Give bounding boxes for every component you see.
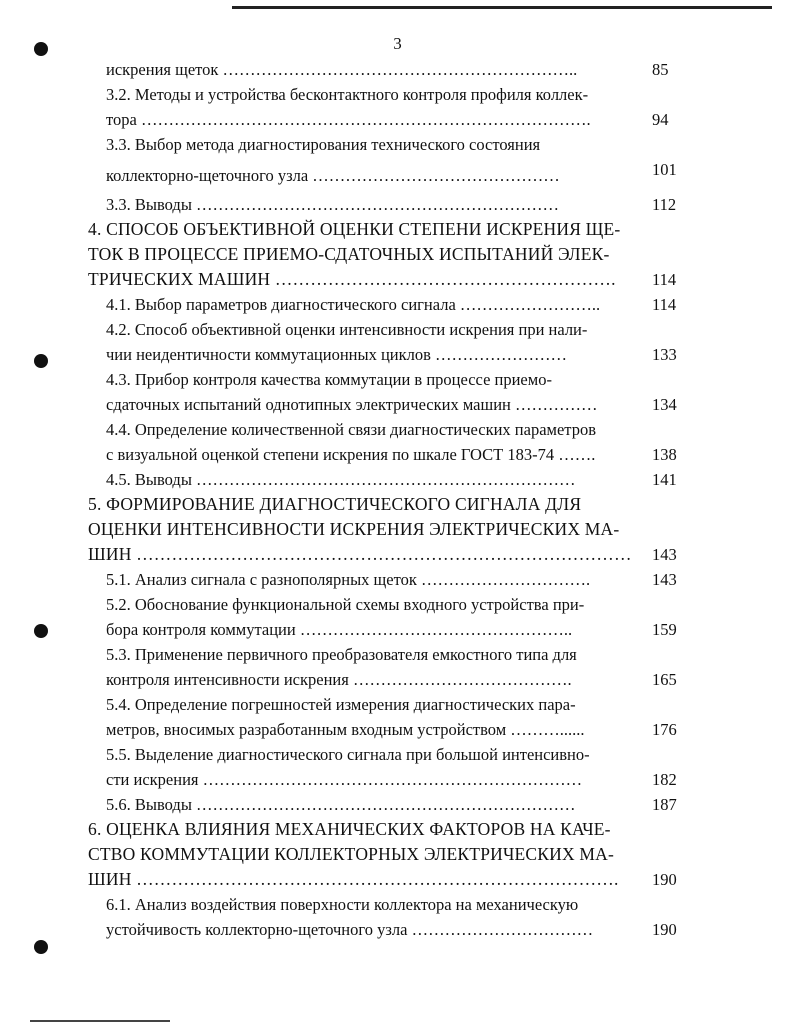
toc-page: 133 (652, 345, 677, 364)
toc-chapter-line: ОЦЕНКИ ИНТЕНСИВНОСТИ ИСКРЕНИЯ ЭЛЕКТРИЧЕСКИХ МА- (88, 519, 620, 539)
toc-line: 4.1. Выбор параметров диагностического сигнала …………………….. (106, 295, 601, 314)
toc-chapter-line: 6. ОЦЕНКА ВЛИЯНИЯ МЕХАНИЧЕСКИХ ФАКТОРОВ НА КАЧЕ- (88, 819, 611, 839)
toc-line: 4.3. Прибор контроля качества коммутации в процессе приемо- (106, 370, 552, 389)
toc-page: 182 (652, 770, 677, 789)
toc-page: 187 (652, 795, 677, 814)
toc-page: 143 (652, 545, 677, 564)
toc-line: 5.1. Анализ сигнала с разнополярных щеток …………………………. (106, 570, 591, 589)
toc-line: коллекторно-щеточного узла ……………………………………… (106, 166, 560, 185)
toc-line: 5.4. Определение погрешностей измерения диагностических пара- (106, 695, 576, 714)
toc-chapter-line: ШИН ………………………………………………………………………… (88, 544, 632, 564)
toc-line: с визуальной оценкой степени искрения по шкале ГОСТ 183-74 ……. (106, 445, 596, 464)
toc-line: 5.3. Применение первичного преобразователя емкостного типа для (106, 645, 577, 664)
toc-chapter-line: СТВО КОММУТАЦИИ КОЛЛЕКТОРНЫХ ЭЛЕКТРИЧЕСКИХ МА- (88, 844, 615, 864)
toc-line: 4.2. Способ объективной оценки интенсивности искрения при нали- (106, 320, 588, 339)
toc-line: 4.5. Выводы …………………………………………………………… (106, 470, 576, 489)
toc-chapter-line: ТРИЧЕСКИХ МАШИН …………………………………………………. (88, 269, 616, 289)
toc-page: 114 (652, 270, 677, 289)
page-number: 3 (393, 34, 402, 53)
toc-line: 5.2. Обоснование функциональной схемы входного устройства при- (106, 595, 585, 614)
toc-line: бора контроля коммутации ………………………………………….. (106, 620, 573, 639)
toc-line: искрения щеток ……………………………………………………….. (106, 60, 578, 79)
toc-page: 134 (652, 395, 677, 414)
toc-page: 190 (652, 920, 677, 939)
toc-line: тора ………………………………………………………………………. (106, 110, 591, 129)
binding-hole-mark (34, 940, 48, 954)
toc-page: 176 (652, 720, 677, 739)
toc-page: 190 (652, 870, 677, 889)
toc-page: 143 (652, 570, 677, 589)
toc-chapter-line: 4. СПОСОБ ОБЪЕКТИВНОЙ ОЦЕНКИ СТЕПЕНИ ИСКРЕНИЯ ЩЕ- (88, 219, 621, 239)
toc-page: 112 (652, 195, 677, 214)
toc-page: 165 (652, 670, 677, 689)
toc-line: 3.3. Выбор метода диагностирования технического состояния (106, 135, 541, 154)
toc-page: 85 (652, 60, 669, 79)
scan-edge-top (232, 6, 772, 9)
toc-chapter-line: 5. ФОРМИРОВАНИЕ ДИАГНОСТИЧЕСКОГО СИГНАЛА ДЛЯ (88, 494, 582, 514)
toc-line: 3.2. Методы и устройства бесконтактного контроля профиля коллек- (106, 85, 589, 104)
toc-line: 5.6. Выводы …………………………………………………………… (106, 795, 576, 814)
toc-line: 5.5. Выделение диагностического сигнала при большой интенсивно- (106, 745, 590, 764)
toc-line: 4.4. Определение количественной связи диагностических параметров (106, 420, 596, 439)
toc-page: 94 (652, 110, 669, 129)
toc-line: контроля интенсивности искрения …………………………………. (106, 670, 572, 689)
toc-line: метров, вносимых разработанным входным устройством ………...... (106, 720, 585, 739)
toc-page: 114 (652, 295, 677, 314)
toc-page: 138 (652, 445, 677, 464)
binding-hole-mark (34, 624, 48, 638)
toc-line: сти искрения …………………………………………………………… (106, 770, 583, 789)
toc-line: устойчивость коллекторно-щеточного узла …………………………… (106, 920, 594, 939)
toc-line: сдаточных испытаний однотипных электрических машин …………… (106, 395, 598, 414)
toc-line: 3.3. Выводы ………………………………………………………… (106, 195, 560, 214)
scan-edge-bottom (30, 1020, 170, 1022)
toc-page: 101 (652, 160, 677, 179)
binding-hole-mark (34, 354, 48, 368)
toc-page: 141 (652, 470, 677, 489)
toc-chapter-line: ШИН ………………………………………………………………………. (88, 869, 619, 889)
toc-line: чии неидентичности коммутационных циклов …………………… (106, 345, 568, 364)
toc-chapter-line: ТОК В ПРОЦЕССЕ ПРИЕМО-СДАТОЧНЫХ ИСПЫТАНИЙ ЭЛЕК- (88, 244, 610, 264)
toc-line: 6.1. Анализ воздействия поверхности коллектора на механическую (106, 895, 579, 914)
toc-page: 159 (652, 620, 677, 639)
